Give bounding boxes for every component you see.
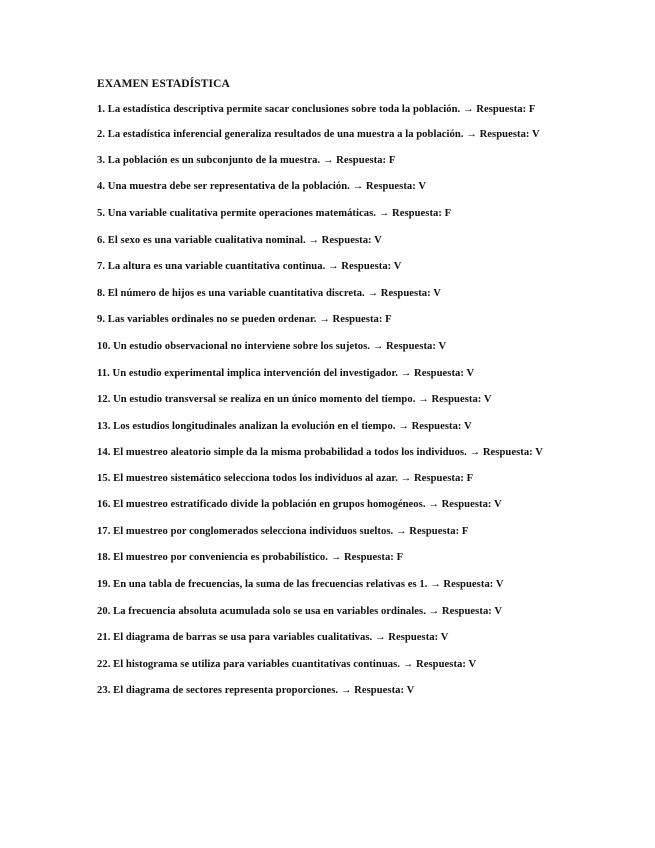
question-item: 15. El muestreo sistemático selecciona todos los individuos al azar. → Respuesta: F bbox=[97, 472, 474, 484]
question-item: 4. Una muestra debe ser representativa de la población. → Respuesta: V bbox=[97, 181, 427, 193]
question-item: 14. El muestreo aleatorio simple da la misma probabilidad a todos los individuos. → Respuesta: V bbox=[97, 447, 543, 459]
question-item: 2. La estadística inferencial generaliza resultados de una muestra a la población. → Respuesta: V bbox=[97, 129, 540, 141]
question-item: 10. Un estudio observacional no interviene sobre los sujetos. → Respuesta: V bbox=[97, 340, 447, 352]
question-item: 7. La altura es una variable cuantitativa continua. → Respuesta: V bbox=[97, 261, 402, 273]
document-title: EXAMEN ESTADÍSTICA bbox=[97, 78, 230, 90]
question-item: 12. Un estudio transversal se realiza en un único momento del tiempo. → Respuesta: V bbox=[97, 394, 492, 406]
question-item: 23. El diagrama de sectores representa proporciones. → Respuesta: V bbox=[97, 685, 415, 697]
question-item: 11. Un estudio experimental implica intervención del investigador. → Respuesta: V bbox=[97, 367, 475, 379]
question-item: 18. El muestreo por conveniencia es probabilístico. → Respuesta: F bbox=[97, 552, 404, 564]
question-item: 9. Las variables ordinales no se pueden ordenar. → Respuesta: F bbox=[97, 314, 392, 326]
question-item: 1. La estadística descriptiva permite sacar conclusiones sobre toda la población. → Respuesta: F bbox=[97, 104, 536, 115]
question-item: 6. El sexo es una variable cualitativa nominal. → Respuesta: V bbox=[97, 234, 382, 246]
question-item: 17. El muestreo por conglomerados selecciona individuos sueltos. → Respuesta: F bbox=[97, 525, 469, 537]
question-item: 16. El muestreo estratificado divide la población en grupos homogéneos. → Respuesta: V bbox=[97, 499, 502, 511]
question-item: 5. Una variable cualitativa permite operaciones matemáticas. → Respuesta: F bbox=[97, 207, 452, 219]
document-content bbox=[97, 77, 567, 711]
question-item: 20. La frecuencia absoluta acumulada solo se usa en variables ordinales. → Respuesta: V bbox=[97, 605, 503, 617]
question-item: 3. La población es un subconjunto de la muestra. → Respuesta: F bbox=[97, 154, 396, 166]
question-item: 22. El histograma se utiliza para variables cuantitativas continuas. → Respuesta: V bbox=[97, 658, 477, 670]
question-item: 21. El diagrama de barras se usa para variables cualitativas. → Respuesta: V bbox=[97, 632, 449, 644]
question-item: 19. En una tabla de frecuencias, la suma de las frecuencias relativas es 1. → Respuesta: V bbox=[97, 579, 504, 591]
question-item: 13. Los estudios longitudinales analizan la evolución en el tiempo. → Respuesta: V bbox=[97, 420, 472, 432]
question-item: 8. El número de hijos es una variable cuantitativa discreta. → Respuesta: V bbox=[97, 287, 441, 299]
